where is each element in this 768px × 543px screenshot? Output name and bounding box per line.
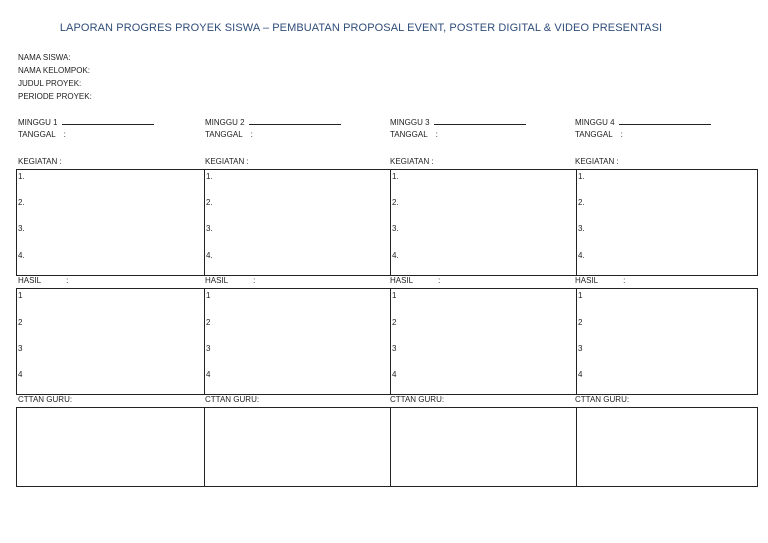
kegiatan-cell-week-2[interactable]: [204, 170, 390, 275]
hasil-label: [575, 276, 625, 285]
kegiatan-item: 1.: [392, 172, 399, 181]
hasil-text: HASIL: [575, 276, 599, 285]
kegiatan-item: 4.: [392, 251, 399, 260]
hasil-cell-week-2[interactable]: [204, 289, 390, 394]
hasil-item: 1: [18, 291, 23, 300]
hasil-item: 1: [206, 291, 211, 300]
week-2-header: [205, 116, 341, 141]
catatan-guru-label: CTTAN GURU:: [390, 395, 445, 404]
minggu-label: MINGGU 3: [390, 118, 430, 127]
hasil-item: 2: [392, 318, 397, 327]
hasil-item: 2: [18, 318, 23, 327]
week-headers: [0, 116, 768, 146]
kegiatan-cell-week-4[interactable]: [576, 170, 757, 275]
catatan-cell-week-4[interactable]: [576, 408, 757, 486]
kegiatan-item: 2.: [18, 198, 25, 207]
nama-siswa-label: NAMA SISWA:: [18, 53, 71, 62]
hasil-item: 2: [578, 318, 583, 327]
catatan-cell-week-3[interactable]: [390, 408, 576, 486]
minggu-label: MINGGU 1: [18, 118, 58, 127]
hasil-table: [16, 288, 758, 395]
hasil-item: 1: [392, 291, 397, 300]
catatan-cell-week-1[interactable]: [17, 408, 204, 486]
tanggal-label: TANGGAL: [390, 130, 428, 139]
hasil-colon: :: [66, 276, 69, 285]
hasil-cell-week-1[interactable]: [17, 289, 204, 394]
kegiatan-item: 1.: [18, 172, 25, 181]
kegiatan-item: 4.: [578, 251, 585, 260]
kegiatan-item: 1.: [206, 172, 213, 181]
kegiatan-item: 2.: [578, 198, 585, 207]
minggu-label: MINGGU 2: [205, 118, 245, 127]
judul-proyek-label: JUDUL PROYEK:: [18, 79, 82, 88]
hasil-item: 1: [578, 291, 583, 300]
hasil-cell-week-3[interactable]: [390, 289, 576, 394]
tanggal-label: TANGGAL: [18, 130, 56, 139]
week-1-header: [18, 116, 154, 141]
kegiatan-item: 2.: [206, 198, 213, 207]
kegiatan-item: 1.: [578, 172, 585, 181]
kegiatan-item: 4.: [206, 251, 213, 260]
hasil-cell-week-4[interactable]: [576, 289, 757, 394]
hasil-item: 4: [578, 370, 583, 379]
kegiatan-cell-week-3[interactable]: [390, 170, 576, 275]
hasil-item: 3: [206, 344, 211, 353]
hasil-text: HASIL: [18, 276, 42, 285]
hasil-item: 4: [18, 370, 23, 379]
kegiatan-item: 3.: [392, 224, 399, 233]
page-title: LAPORAN PROGRES PROYEK SISWA – PEMBUATAN PROPOSAL EVENT, POSTER DIGITAL & VIDEO PRESENTASI: [59, 22, 663, 34]
hasil-item: 3: [392, 344, 397, 353]
hasil-item: 4: [206, 370, 211, 379]
hasil-colon: :: [253, 276, 256, 285]
kegiatan-label: KEGIATAN :: [575, 157, 619, 166]
minggu-underline: [62, 116, 154, 125]
hasil-label: [18, 276, 68, 285]
kegiatan-label: KEGIATAN :: [205, 157, 249, 166]
hasil-text: HASIL: [390, 276, 414, 285]
tanggal-colon: :: [63, 130, 66, 139]
minggu-label: MINGGU 4: [575, 118, 615, 127]
kegiatan-label: KEGIATAN :: [18, 157, 62, 166]
hasil-item: 3: [578, 344, 583, 353]
catatan-guru-label: CTTAN GURU:: [205, 395, 260, 404]
week-4-header: [575, 116, 711, 141]
kegiatan-label: KEGIATAN :: [390, 157, 434, 166]
tanggal-colon: :: [435, 130, 438, 139]
kegiatan-item: 3.: [206, 224, 213, 233]
catatan-guru-table: [16, 407, 758, 487]
kegiatan-cell-week-1[interactable]: [17, 170, 204, 275]
kegiatan-table: [16, 169, 758, 276]
hasil-item: 3: [18, 344, 23, 353]
hasil-label: [390, 276, 440, 285]
hasil-colon: :: [623, 276, 626, 285]
kegiatan-item: 3.: [578, 224, 585, 233]
kegiatan-item: 3.: [18, 224, 25, 233]
catatan-guru-label: CTTAN GURU:: [18, 395, 73, 404]
kegiatan-item: 4.: [18, 251, 25, 260]
catatan-guru-label: CTTAN GURU:: [575, 395, 630, 404]
hasil-colon: :: [438, 276, 441, 285]
periode-proyek-label: PERIODE PROYEK:: [18, 92, 92, 101]
tanggal-label: TANGGAL: [205, 130, 243, 139]
tanggal-label: TANGGAL: [575, 130, 613, 139]
catatan-cell-week-2[interactable]: [204, 408, 390, 486]
week-3-header: [390, 116, 526, 141]
student-info: [18, 51, 92, 103]
minggu-underline: [434, 116, 526, 125]
minggu-underline: [619, 116, 711, 125]
hasil-label: [205, 276, 255, 285]
kegiatan-item: 2.: [392, 198, 399, 207]
hasil-text: HASIL: [205, 276, 229, 285]
tanggal-colon: :: [250, 130, 253, 139]
minggu-underline: [249, 116, 341, 125]
nama-kelompok-label: NAMA KELOMPOK:: [18, 66, 91, 75]
hasil-item: 4: [392, 370, 397, 379]
hasil-item: 2: [206, 318, 211, 327]
tanggal-colon: :: [620, 130, 623, 139]
